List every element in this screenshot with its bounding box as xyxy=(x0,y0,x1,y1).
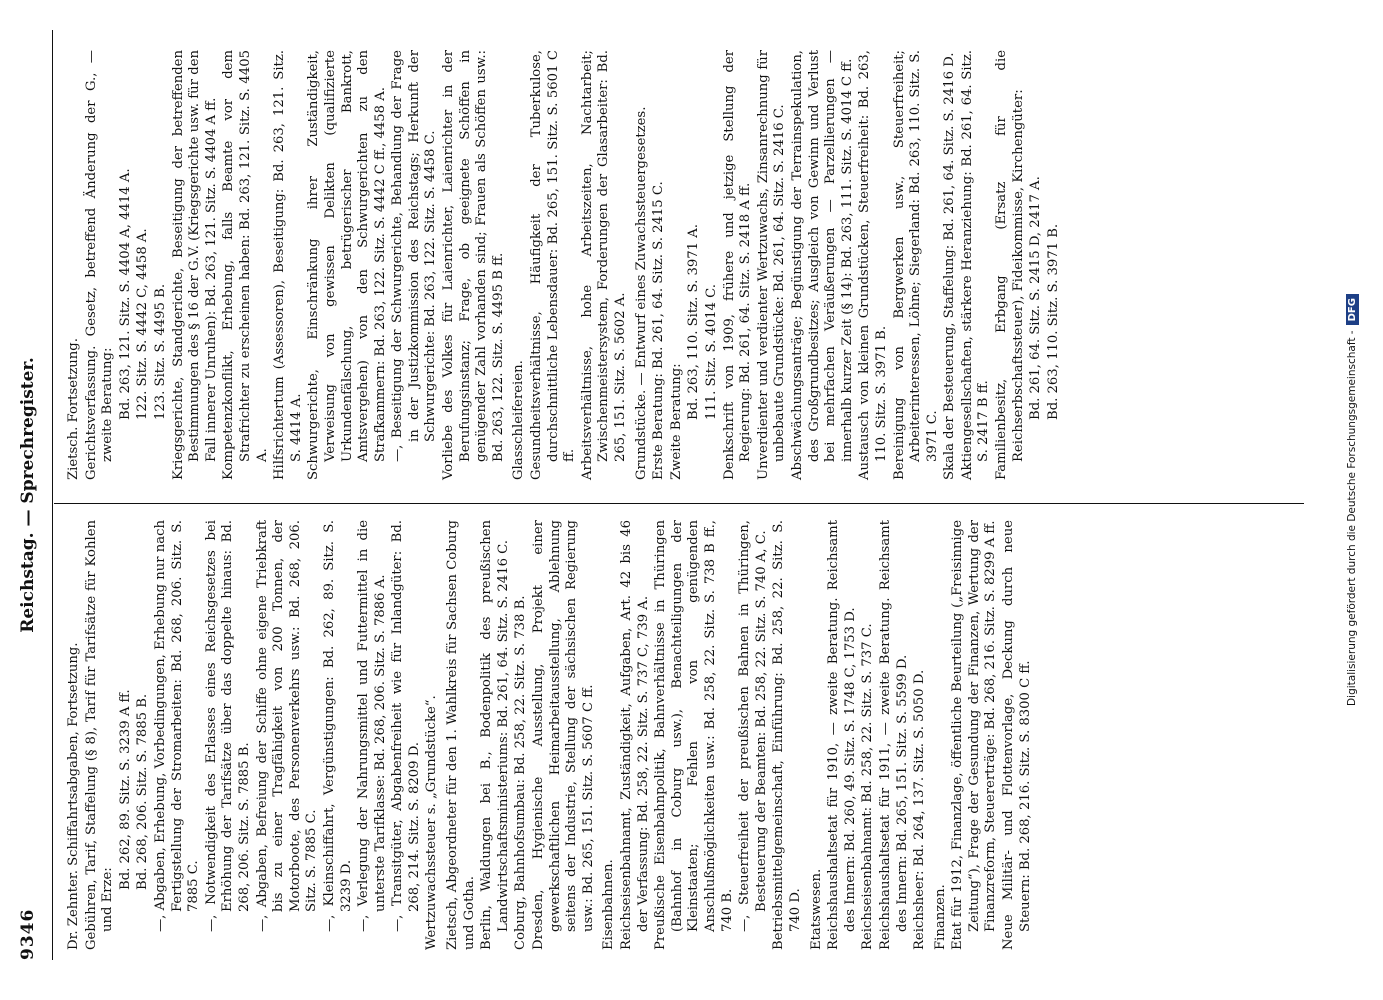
register-entry: Neue Militär- und Flottenvorlage, Deckung durch neue Steuern: Bd. 268, 216. Sitz. S. 8300 C ff. xyxy=(1001,520,1033,950)
register-entry: Bd. 263, 110. Sitz. S. 3971 B. xyxy=(1045,223,1061,420)
register-entry: Austausch von kleinen Grundstücken, Steuerfreiheit: Bd. 263, 110. Sitz. S. 3971 B. xyxy=(857,50,889,480)
register-entry: —, Beseitigung der Schwurgerichte, Behandlung der Frage in der Justizkommission des Reichstags; Herkunft der Schwurgerichte: Bd. 263, 122. Sitz. S. 4458 C. xyxy=(390,50,439,462)
register-entry: Gesundheitsverhältnisse, Häufigkeit der Tuberkulose, durchschnittliche Lebensdauer: Bd. 265, 151. Sitz. S. 5601 C ff. xyxy=(529,50,578,480)
register-entry: Coburg, Bahnhofsumbau: Bd. 258, 22. Sitz. S. 738 B. xyxy=(513,595,529,950)
register-entry: Reichshaushaltsetat für 1911, — zweite Beratung. Reichsamt des Innern: Bd. 265, 151. Sitz. S. 5599 D. xyxy=(877,520,910,950)
register-entry: Betriebsmittelgemeinschaft, Einführung: Bd. 258, 22. Sitz. S. 740 D. xyxy=(771,520,803,950)
register-entry: Reichseisenbahnamt, Zuständigkeit, Aufgaben, Art. 42 bis 46 der Verfassung: Bd. 258, 22. Sitz. S. 737 C, 739 A. xyxy=(619,520,651,950)
digitization-footer xyxy=(1346,0,1359,1000)
dfg-logo: DFG xyxy=(1346,294,1359,325)
register-entry: Bd. 268, 206. Sitz. S. 7885 B. xyxy=(135,693,151,890)
section-heading: Grundstücke. — Entwurf eines Zuwachssteuergesetzes. xyxy=(633,106,649,480)
register-entry: Bd. 263, 110. Sitz. S. 3971 A. xyxy=(686,224,702,420)
register-entry: Bereinigung von Bergwerken usw., Steuerfreiheit; Arbeiterinteressen, Löhne; Siegerland: Bd. 263, 110. Sitz. S. 3971 C. xyxy=(891,50,940,480)
register-entry: Hilfsrichtertum (Assessoren), Beseitigung: Bd. 263, 121. Sitz. S. 4414 A. xyxy=(272,50,304,480)
page-title: Reichstag. — Sprechregister. xyxy=(18,357,38,633)
register-entry: Dresden, Hygienische Ausstellung, Projekt einer gewerkschaftlichen Heimarbeitausstellung, Ablehnung seitens der Industrie, Stellung der sächsischen Regierung usw.: Bd. 265, 151. Sitz. S. 5607 C ff. xyxy=(531,520,596,950)
register-entry: Wertzuwachssteuer s. „Grundstücke“. xyxy=(424,695,440,950)
register-entry: —, Kleinschiffahrt, Vergünstigungen: Bd. 262, 89. Sitz. S. 3239 D. xyxy=(321,520,354,932)
register-entry: Unverdienter und verdienter Wertzuwachs, Zinsanrechnung für unbebaute Grundstücke: Bd. 261, 64. Sitz. S. 2416 C. xyxy=(755,50,788,480)
section-heading: Glasschleifereien. xyxy=(511,360,527,480)
register-entry: Reichsheer: Bd. 264, 137. Sitz. S. 5050 D. xyxy=(912,669,928,950)
footer-text: Digitalisierung gefördert durch die Deutsche Forschungsgemeinschaft - xyxy=(1346,330,1358,706)
section-heading: Eisenbahnen. xyxy=(601,859,617,950)
register-entry: Aktiengesellschaften, stärkere Heranziehung: Bd. 261, 64. Sitz. S. 2417 B ff. xyxy=(959,50,992,480)
register-entry: —, Notwendigkeit des Erlasses eines Reichsgesetzes bei Erhöhung der Tarifsätze über das doppelte hinaus: Bd. 268, 206. Sitz. S. 7885 B. xyxy=(203,520,252,932)
register-entry: Reichseisenbahnamt: Bd. 258, 22. Sitz. S. 737 C. xyxy=(860,623,876,950)
register-entry: Kriegsgerichte, Standgerichte, Beseitigung der betreffenden Bestimmungen des § 16 der G.V. (Kriegsgerichte usw. für den Fall innerer Unruhen): Bd. 263, 121. Sitz. S. 4404 A ff. xyxy=(170,50,219,480)
register-entry: Abschwächungsanträge; Begünstigung der Terrainspekulation, des Großgrundbesitzes; Ausgleich von Gewinn und Verlust bei mehrfachen Veräußerungen — Parzellierungen — innerhalb kurzer Zeit (§ 14): Bd. 263, 111. Sitz. S. 4014 C ff. xyxy=(789,50,855,480)
register-entry: 111. Sitz. S. 4014 C. xyxy=(703,284,719,420)
left-column xyxy=(62,520,1035,950)
register-entry: Preußische Eisenbahnpolitik, Bahnverhältnisse in Thüringen (Bahnhof in Coburg usw.), Benachteiligungen der Kleinstaaten; Fehlen von genügenden Anschlußmöglichkeiten usw.: Bd. 258, 22. Sitz. S. 738 B ff., 740 B. xyxy=(653,520,735,950)
header-rule xyxy=(52,30,53,960)
register-entry: —, Verlegung der Nahrungsmittel und Futtermittel in die unterste Tarifklasse: Bd. 268, 206. Sitz. S. 7886 A. xyxy=(356,520,388,932)
section-heading: Zietsch, Abgeordneter für den 1. Wahlkreis für Sachsen Coburg und Gotha. xyxy=(445,520,477,950)
section-heading: Etatswesen. xyxy=(808,868,824,950)
section-heading: Dr. Zehnter. Schiffahrtsabgaben, Fortsetzung. xyxy=(66,642,81,950)
register-entry: Reichshaushaltsetat für 1910, — zweite Beratung. Reichsamt des Innern: Bd. 260, 49. Sitz. S. 1748 C, 1753 D. xyxy=(826,520,858,950)
section-heading: Zietsch. Fortsetzung. xyxy=(66,338,81,480)
register-entry: Arbeitsverhältnisse, hohe Arbeitszeiten, Nachtarbeit; Zwischenmeistersystem, Forderungen der Glasarbeiter: Bd. 265, 151. Sitz. S. 5602 A. xyxy=(579,50,628,480)
register-entry: 123. Sitz. S. 4495 B. xyxy=(152,283,168,420)
register-entry: —, Transitgüter, Abgabenfreiheit wie für Inlandgüter: Bd. 268, 214. Sitz. S. 8209 D. xyxy=(390,520,422,932)
register-entry: Bd. 261, 64. Sitz. S. 2415 D, 2417 A. xyxy=(1028,176,1044,420)
register-entry: Zweite Beratung: xyxy=(668,363,684,480)
column-divider xyxy=(54,503,1304,504)
register-entry: 122. Sitz. S. 4442 C, 4458 A. xyxy=(135,228,151,420)
register-entry: Vorliebe des Volkes für Laienrichter, Laienrichter in der Berufungsinstanz; Frage, ob geeignete Schöffen in genügender Zahl vorhanden sind; Frauen als Schöffen usw.: Bd. 263, 122. Sitz. S. 4495 B ff. xyxy=(441,50,506,480)
register-entry: Kompetenzkonflikt, Erhebung, falls Beamte vor dem Strafrichter zu erscheinen haben: Bd. 263, 121. Sitz. S. 4405 A. xyxy=(221,50,270,480)
section-heading: Finanzen. xyxy=(932,884,948,950)
register-entry: Familienbesitz, Erbgang (Ersatz für die Reichserbschaftssteuer), Fideikommisse, Kirchengüter: xyxy=(994,50,1026,480)
register-entry: Etat für 1912, Finanzlage, öffentliche Beurteilung („Freisinnige Zeitung“), Frage der Gesundung der Finanzen, Wertung der Finanzreform, Steuererträge: Bd. 268, 216. Sitz. S. 8299 A ff. xyxy=(950,520,999,950)
page-header xyxy=(10,30,50,960)
register-entry: —, Steuerfreiheit der preußischen Bahnen in Thüringen, Besteuerung der Beamten: Bd. 258, 22. Sitz. S. 740 A, C. xyxy=(737,520,769,932)
right-column xyxy=(62,50,1063,480)
register-entry: Denkschrift von 1909, frühere und jetzige Stellung der Regierung: Bd. 261, 64. Sitz. S. 2418 A ff. xyxy=(721,50,754,480)
register-entry: Skala der Besteuerung, Staffelung: Bd. 261, 64. Sitz. S. 2416 D. xyxy=(942,52,958,480)
page-number: 9346 xyxy=(18,908,38,960)
register-entry: Schwurgerichte, Einschränkung ihrer Zuständigkeit, Verweisung von gewissen Delikten (qualifizierte Urkundenfälschung, betrügerischer Bankrott, Amtsvergehen) von den Schwurgerichten zu den Strafkammern: Bd. 263, 122. Sitz. S. 4442 C ff., 4458 A. xyxy=(306,50,388,480)
register-entry: —, Abgaben, Befreiung der Schiffe ohne eigene Triebkraft bis zu einer Tragfähigkeit von 200 Tonnen, der Motorboote, des Personenverkehrs usw.: Bd. 268, 206. Sitz. S. 7885 C. xyxy=(254,520,320,932)
register-entry: Erste Beratung: Bd. 261, 64. Sitz. S. 2415 C. xyxy=(651,181,667,480)
register-entry: —, Abgaben, Erhebung, Vorbedingungen, Erhebung nur nach Fertigstellung der Stromarbeiten: Bd. 268, 206. Sitz. S. 7885 C. xyxy=(152,520,202,932)
register-entry: Gebühren, Tarif, Staffelung (§ 8), Tarif für Tarifsätze für Kohlen und Erze: xyxy=(83,520,116,950)
register-entry: Bd. 263, 121. Sitz. S. 4404 A, 4414 A. xyxy=(117,168,133,420)
register-entry: Berlin, Waldungen bei B., Bodenpolitik des preußischen Landwirtschaftsministeriums: Bd. 261, 64. Sitz. S. 2416 C. xyxy=(479,520,511,950)
register-entry: Gerichtsverfassung. Gesetz, betreffend Änderung der G., — zweite Beratung: xyxy=(83,50,116,480)
register-entry: Bd. 262, 89. Sitz. S. 3239 A ff. xyxy=(117,689,133,890)
